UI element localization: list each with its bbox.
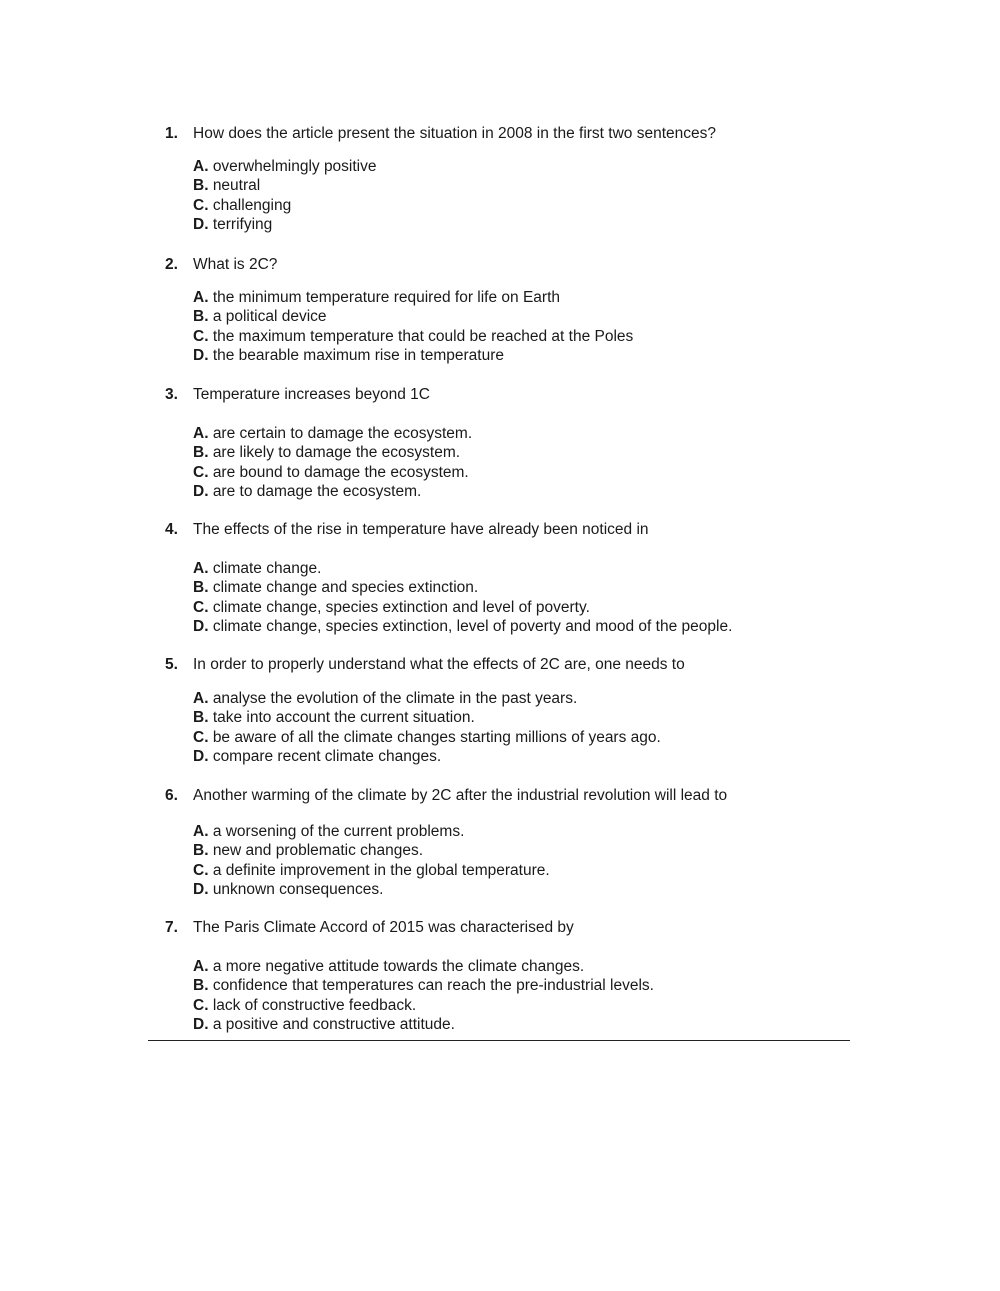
question-prompt [165, 786, 865, 806]
option-letter: D. [193, 216, 209, 234]
option-letter: D. [193, 347, 209, 365]
option-d[interactable] [193, 1015, 865, 1034]
option-b[interactable] [193, 841, 865, 860]
option-c[interactable] [193, 598, 865, 617]
question-number: 1. [165, 125, 178, 142]
option-text: the maximum temperature that could be reached at the Poles [212, 327, 634, 345]
question-number: 2. [165, 256, 178, 273]
question-3 [165, 385, 865, 502]
option-d[interactable] [193, 617, 865, 636]
question-prompt [165, 918, 865, 938]
option-d[interactable] [193, 215, 865, 234]
option-letter: B. [193, 444, 209, 462]
option-a[interactable] [193, 559, 865, 578]
option-b[interactable] [193, 443, 865, 462]
option-text: be aware of all the climate changes starting millions of years ago. [212, 728, 661, 746]
option-letter: B. [193, 308, 209, 326]
question-prompt [165, 520, 865, 540]
question-6 [165, 786, 865, 900]
answer-options [193, 559, 865, 637]
option-text: a more negative attitude towards the climate changes. [212, 958, 585, 975]
answer-options [193, 157, 865, 235]
option-a[interactable] [193, 424, 865, 443]
answer-options [193, 424, 865, 502]
question-number: 6. [165, 787, 178, 804]
option-text: are likely to damage the ecosystem. [212, 444, 461, 462]
option-letter: C. [193, 861, 209, 879]
option-c[interactable] [193, 463, 865, 482]
answer-options [193, 689, 865, 767]
question-prompt [165, 255, 865, 275]
question-text: How does the article present the situation in 2008 in the first two sentences? [193, 125, 716, 142]
question-1 [165, 124, 865, 235]
option-a[interactable] [193, 157, 865, 176]
option-text: the minimum temperature required for life on Earth [212, 289, 560, 306]
question-text: The Paris Climate Accord of 2015 was characterised by [193, 919, 574, 936]
option-letter: A. [193, 289, 209, 306]
option-letter: D. [193, 1016, 209, 1034]
option-text: new and problematic changes. [212, 842, 424, 860]
option-letter: C. [193, 463, 209, 481]
option-c[interactable] [193, 728, 865, 747]
option-text: neutral [212, 177, 261, 195]
option-c[interactable] [193, 861, 865, 880]
option-b[interactable] [193, 578, 865, 597]
option-letter: B. [193, 709, 209, 727]
option-text: lack of constructive feedback. [212, 996, 417, 1014]
option-d[interactable] [193, 346, 865, 365]
option-d[interactable] [193, 747, 865, 766]
bottom-divider [148, 1040, 850, 1041]
option-letter: B. [193, 579, 209, 597]
option-letter: A. [193, 425, 209, 442]
option-text: climate change, species extinction, level of poverty and mood of the people. [212, 618, 733, 636]
option-letter: A. [193, 158, 209, 175]
question-2 [165, 255, 865, 366]
option-letter: B. [193, 977, 209, 995]
option-letter: D. [193, 483, 209, 501]
question-number: 4. [165, 521, 178, 538]
option-c[interactable] [193, 196, 865, 215]
option-b[interactable] [193, 307, 865, 326]
option-text: a political device [212, 308, 327, 326]
question-4 [165, 520, 865, 637]
question-text: Temperature increases beyond 1C [193, 386, 430, 403]
option-letter: C. [193, 728, 209, 746]
option-text: a worsening of the current problems. [212, 823, 465, 840]
option-text: climate change. [212, 560, 322, 577]
option-a[interactable] [193, 822, 865, 841]
option-a[interactable] [193, 689, 865, 708]
option-text: overwhelmingly positive [212, 158, 377, 175]
option-text: analyse the evolution of the climate in the past years. [212, 690, 578, 707]
option-c[interactable] [193, 327, 865, 346]
question-prompt [165, 385, 865, 405]
option-letter: D. [193, 618, 209, 636]
option-letter: C. [193, 196, 209, 214]
option-b[interactable] [193, 976, 865, 995]
option-b[interactable] [193, 176, 865, 195]
option-d[interactable] [193, 482, 865, 501]
option-text: unknown consequences. [212, 881, 384, 899]
question-text: The effects of the rise in temperature have already been noticed in [193, 521, 649, 538]
option-b[interactable] [193, 708, 865, 727]
option-text: a positive and constructive attitude. [212, 1016, 455, 1034]
option-text: are bound to damage the ecosystem. [212, 463, 469, 481]
option-text: the bearable maximum rise in temperature [212, 347, 504, 365]
option-letter: D. [193, 881, 209, 899]
option-letter: C. [193, 327, 209, 345]
option-c[interactable] [193, 996, 865, 1015]
question-7 [165, 918, 865, 1035]
option-text: compare recent climate changes. [212, 748, 442, 766]
option-text: challenging [212, 196, 292, 214]
question-text: In order to properly understand what the effects of 2C are, one needs to [193, 656, 685, 673]
option-a[interactable] [193, 288, 865, 307]
option-text: are to damage the ecosystem. [212, 483, 422, 501]
option-letter: A. [193, 958, 209, 975]
option-text: confidence that temperatures can reach the pre-industrial levels. [212, 977, 654, 995]
question-text: Another warming of the climate by 2C after the industrial revolution will lead to [193, 787, 728, 804]
option-text: terrifying [212, 216, 273, 234]
option-text: climate change and species extinction. [212, 579, 479, 597]
option-d[interactable] [193, 880, 865, 899]
question-prompt [165, 655, 865, 675]
question-prompt [165, 124, 865, 144]
option-text: are certain to damage the ecosystem. [212, 425, 473, 442]
question-number: 5. [165, 656, 178, 673]
option-letter: C. [193, 996, 209, 1014]
option-text: a definite improvement in the global temperature. [212, 861, 550, 879]
option-letter: D. [193, 748, 209, 766]
option-letter: A. [193, 823, 209, 840]
option-letter: A. [193, 690, 209, 707]
question-number: 3. [165, 386, 178, 403]
option-text: climate change, species extinction and level of poverty. [212, 598, 590, 616]
option-a[interactable] [193, 957, 865, 976]
option-letter: B. [193, 842, 209, 860]
option-letter: A. [193, 560, 209, 577]
answer-options [193, 288, 865, 366]
answer-options [193, 957, 865, 1035]
question-number: 7. [165, 919, 178, 936]
question-5 [165, 655, 865, 767]
option-letter: B. [193, 177, 209, 195]
question-text: What is 2C? [193, 256, 278, 273]
option-letter: C. [193, 598, 209, 616]
option-text: take into account the current situation. [212, 709, 475, 727]
answer-options [193, 822, 865, 900]
